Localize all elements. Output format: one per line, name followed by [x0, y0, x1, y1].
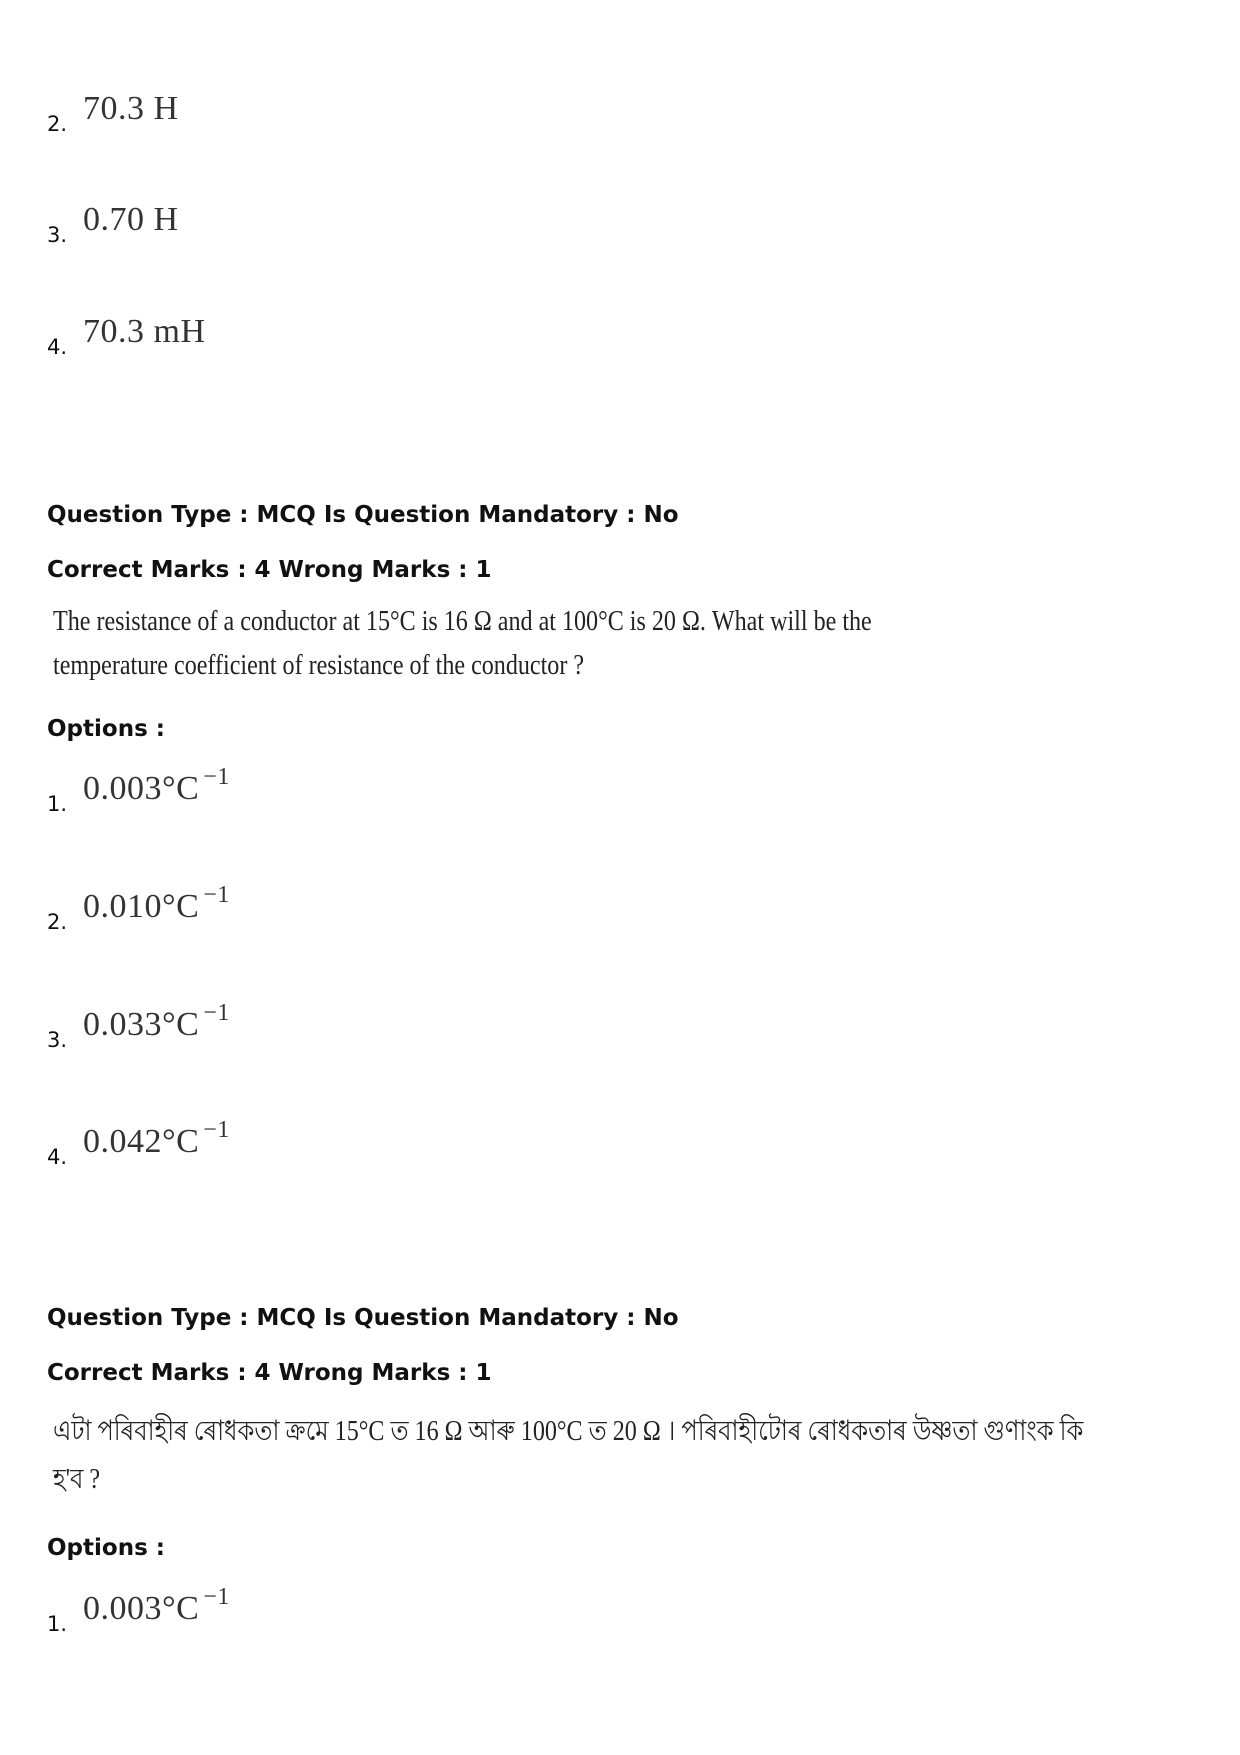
option-exponent: −1	[203, 1000, 230, 1026]
option-exponent: −1	[203, 1117, 230, 1143]
option-value: 0.033°C $^{-1}$	[83, 1000, 230, 1043]
option-exponent: −1	[203, 1584, 230, 1610]
option-value: 0.042°C $^{-1}$	[83, 1117, 230, 1160]
option-number: 2.	[47, 910, 68, 934]
question-text-line: হ'ব ?	[53, 1464, 101, 1495]
question-text-line: The resistance of a conductor at 15°C is 16 Ω and at 100°C is 20 Ω. What will be the	[53, 606, 872, 637]
option-value: 70.3 mH	[83, 313, 206, 350]
question-text-line: এটা পৰিবাহীৰ ৰোধকতা ক্ৰমে 15°C ত 16 Ω আৰু 100°C ত 20 Ω । পৰিবাহীটোৰ ৰোধকতাৰ উষ্ণতা গুণাংক কি	[53, 1416, 1084, 1447]
option-number: 3.	[47, 223, 68, 247]
question-text	[53, 600, 872, 688]
option-number: 2.	[47, 112, 68, 136]
option-value: 0.70 H	[83, 201, 179, 238]
option-value: 70.3 H	[83, 90, 179, 127]
option-value: 0.010°C $^{-1}$	[83, 882, 230, 925]
marks-line: Correct Marks : 4 Wrong Marks : 1	[47, 1360, 492, 1386]
option-number: 4.	[47, 335, 68, 359]
question-text-line: temperature coefficient of resistance of the conductor ?	[53, 650, 585, 681]
option-number: 1.	[47, 792, 68, 816]
option-number: 4.	[47, 1145, 68, 1169]
option-exponent: −1	[203, 764, 230, 790]
option-value: 0.003°C $^{-1}$	[83, 1584, 230, 1627]
question-text	[53, 1410, 1084, 1502]
option-number: 3.	[47, 1028, 68, 1052]
marks-line: Correct Marks : 4 Wrong Marks : 1	[47, 557, 492, 583]
option-exponent: −1	[203, 882, 230, 908]
option-number: 1.	[47, 1612, 68, 1636]
options-label: Options :	[47, 1535, 165, 1561]
question-type-line: Question Type : MCQ Is Question Mandatory : No	[47, 1305, 679, 1331]
question-type-line: Question Type : MCQ Is Question Mandatory : No	[47, 502, 679, 528]
options-label: Options :	[47, 716, 165, 742]
option-value: 0.003°C $^{-1}$	[83, 764, 230, 807]
